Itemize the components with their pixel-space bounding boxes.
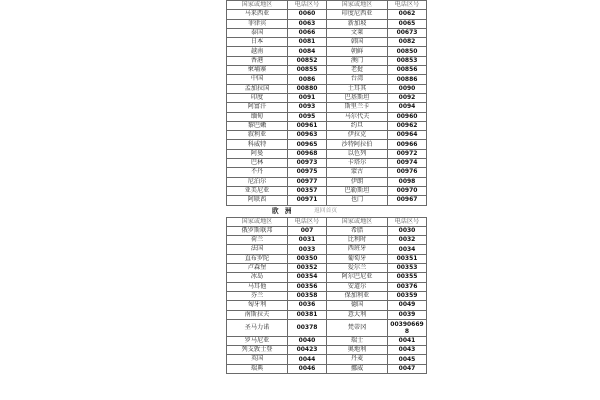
asia-table-row: [227, 168, 427, 177]
europe-table-row: [227, 336, 427, 345]
europe-cell-code-1: 0046: [288, 364, 327, 373]
asia-table-row: [227, 56, 427, 65]
asia-cell-code-1: 00855: [288, 66, 327, 75]
europe-cell-code-1: 0036: [288, 301, 327, 310]
asia-cell-code-1: 00961: [288, 121, 327, 130]
asia-cell-code-1: 00973: [288, 159, 327, 168]
europe-cell-code-1: 00378: [288, 319, 327, 336]
asia-table-row: [227, 177, 427, 186]
europe-cell-code-2: 0034: [388, 245, 427, 254]
europe-table-row: [227, 264, 427, 273]
asia-cell-code-1: 0081: [288, 38, 327, 47]
europe-cell-code-1: 0044: [288, 355, 327, 364]
asia-table-row: [227, 103, 427, 112]
asia-table-row: [227, 186, 427, 195]
asia-table-row: [227, 84, 427, 93]
asia-cell-code-1: 0063: [288, 19, 327, 28]
asia-cell-country-2: 蒙古: [327, 168, 388, 177]
asia-cell-code-2: 00962: [388, 121, 427, 130]
europe-header-code-2: 电话区号: [388, 217, 427, 226]
asia-table-row: [227, 75, 427, 84]
asia-cell-code-1: 00968: [288, 149, 327, 158]
europe-cell-country-1: 芬兰: [227, 291, 288, 300]
asia-cell-country-2: 朝鲜: [327, 47, 388, 56]
asia-cell-country-1: 泰国: [227, 28, 288, 37]
europe-cell-country-1: 荷兰: [227, 236, 288, 245]
europe-cell-code-2: 0045: [388, 355, 427, 364]
europe-cell-country-2: 阿尔巴尼亚: [327, 273, 388, 282]
europe-cell-country-1: 英国: [227, 355, 288, 364]
asia-cell-code-2: 00970: [388, 186, 427, 195]
asia-cell-country-2: 巴勒斯坦: [327, 186, 388, 195]
europe-table-row: [227, 236, 427, 245]
asia-table-row: [227, 93, 427, 102]
asia-cell-country-1: 亚美尼亚: [227, 186, 288, 195]
asia-cell-code-1: 00852: [288, 56, 327, 65]
asia-cell-country-1: 阿富汗: [227, 103, 288, 112]
asia-cell-code-2: 00964: [388, 131, 427, 140]
europe-table: [226, 217, 427, 374]
europe-cell-country-1: 匈牙利: [227, 301, 288, 310]
europe-cell-code-2: 0032: [388, 236, 427, 245]
asia-cell-country-2: 也门: [327, 196, 388, 205]
asia-cell-country-1: 中国: [227, 75, 288, 84]
europe-header-country-1: 国家或地区: [227, 217, 288, 226]
europe-cell-code-1: 00356: [288, 282, 327, 291]
asia-cell-country-2: 巴基斯坦: [327, 93, 388, 102]
europe-cell-code-1: 00350: [288, 254, 327, 263]
europe-table-row: [227, 245, 427, 254]
asia-cell-code-1: 0091: [288, 93, 327, 102]
asia-table-row: [227, 121, 427, 130]
asia-cell-country-1: 印度: [227, 93, 288, 102]
asia-cell-country-1: 阿曼: [227, 149, 288, 158]
europe-cell-code-1: 007: [288, 226, 327, 235]
asia-cell-country-1: 菲律宾: [227, 19, 288, 28]
europe-cell-country-2: 瑞士: [327, 336, 388, 345]
europe-cell-country-2: 比利时: [327, 236, 388, 245]
europe-cell-code-1: 0031: [288, 236, 327, 245]
europe-cell-code-2: 0047: [388, 364, 427, 373]
europe-table-body: [227, 217, 427, 373]
europe-cell-code-2: 0041: [388, 336, 427, 345]
asia-header-code-2: 电话区号: [388, 1, 427, 10]
asia-cell-country-1: 阿联酋: [227, 196, 288, 205]
asia-cell-country-1: 巴林: [227, 159, 288, 168]
asia-cell-code-2: 00972: [388, 149, 427, 158]
back-home-link[interactable]: 返回首页: [314, 207, 338, 214]
europe-cell-code-1: 00354: [288, 273, 327, 282]
europe-cell-code-2: 0049: [388, 301, 427, 310]
asia-cell-code-2: 00853: [388, 56, 427, 65]
asia-cell-code-1: 00977: [288, 177, 327, 186]
europe-table-row: [227, 273, 427, 282]
europe-cell-code-2: 0039: [388, 310, 427, 319]
asia-cell-code-1: 00963: [288, 131, 327, 140]
europe-header-code-1: 电话区号: [288, 217, 327, 226]
europe-cell-country-1: 卢森堡: [227, 264, 288, 273]
asia-table-row: [227, 149, 427, 158]
europe-table-row: [227, 291, 427, 300]
asia-table-row: [227, 196, 427, 205]
asia-cell-country-1: 尼泊尔: [227, 177, 288, 186]
asia-header-country-2: 国家或地区: [327, 1, 388, 10]
asia-cell-country-2: 印度尼西亚: [327, 10, 388, 19]
europe-cell-code-2: 00376: [388, 282, 427, 291]
asia-table-row: [227, 131, 427, 140]
asia-cell-code-2: 0062: [388, 10, 427, 19]
europe-cell-country-2: 德国: [327, 301, 388, 310]
europe-cell-country-2: 西班牙: [327, 245, 388, 254]
asia-cell-code-1: 0095: [288, 112, 327, 121]
asia-cell-country-1: 马来西亚: [227, 10, 288, 19]
europe-cell-code-1: 0040: [288, 336, 327, 345]
europe-cell-code-2: [388, 319, 427, 336]
asia-cell-country-2: 新加坡: [327, 19, 388, 28]
asia-table-row: [227, 38, 427, 47]
europe-cell-code-1: 00423: [288, 346, 327, 355]
asia-cell-country-1: 不丹: [227, 168, 288, 177]
europe-cell-country-1: 马耳他: [227, 282, 288, 291]
area-code-sheet: [226, 0, 424, 374]
europe-cell-country-2: 挪威: [327, 364, 388, 373]
europe-table-row: [227, 346, 427, 355]
asia-table-row: [227, 112, 427, 121]
europe-header-row: [227, 217, 427, 226]
asia-cell-code-2: 0092: [388, 93, 427, 102]
europe-cell-code-2: 00353: [388, 264, 427, 273]
asia-cell-code-2: 00856: [388, 66, 427, 75]
europe-table-row: [227, 364, 427, 373]
asia-cell-country-2: 以色列: [327, 149, 388, 158]
europe-cell-country-2: 安道尔: [327, 282, 388, 291]
europe-cell-code-1: 00352: [288, 264, 327, 273]
europe-header-country-2: 国家或地区: [327, 217, 388, 226]
asia-cell-country-2: 马尔代夫: [327, 112, 388, 121]
europe-cell-code-1: 00358: [288, 291, 327, 300]
asia-cell-code-2: 00886: [388, 75, 427, 84]
europe-table-row: [227, 319, 427, 336]
asia-cell-country-2: 澳门: [327, 56, 388, 65]
europe-table-row: [227, 301, 427, 310]
asia-cell-country-2: 伊拉克: [327, 131, 388, 140]
asia-table-row: [227, 19, 427, 28]
europe-cell-country-2: 奥地利: [327, 346, 388, 355]
asia-cell-country-1: 黎巴嫩: [227, 121, 288, 130]
europe-cell-country-1: 直布罗陀: [227, 254, 288, 263]
asia-cell-code-1: 0093: [288, 103, 327, 112]
asia-cell-code-1: 00880: [288, 84, 327, 93]
asia-cell-code-2: 0090: [388, 84, 427, 93]
asia-cell-country-1: 叙利亚: [227, 131, 288, 140]
asia-cell-code-2: 0094: [388, 103, 427, 112]
asia-cell-code-1: 0086: [288, 75, 327, 84]
europe-cell-code-2: 0030: [388, 226, 427, 235]
asia-table-row: [227, 47, 427, 56]
europe-table-row: [227, 226, 427, 235]
asia-cell-country-1: 孟加拉国: [227, 84, 288, 93]
europe-cell-code-2: 00355: [388, 273, 427, 282]
asia-cell-country-1: 香港: [227, 56, 288, 65]
asia-cell-code-1: 0084: [288, 47, 327, 56]
asia-header-code-1: 电话区号: [288, 1, 327, 10]
asia-header-country-1: 国家或地区: [227, 1, 288, 10]
asia-cell-code-2: 00673: [388, 28, 427, 37]
asia-cell-code-2: 00960: [388, 112, 427, 121]
asia-table-row: [227, 28, 427, 37]
asia-cell-code-1: 00975: [288, 168, 327, 177]
asia-cell-country-2: 台湾: [327, 75, 388, 84]
europe-cell-country-1: 南斯拉夫: [227, 310, 288, 319]
asia-cell-code-2: 0082: [388, 38, 427, 47]
asia-cell-code-1: 00971: [288, 196, 327, 205]
asia-table-row: [227, 66, 427, 75]
europe-cell-country-1: 列支敦士登: [227, 346, 288, 355]
asia-cell-country-1: 日本: [227, 38, 288, 47]
europe-cell-country-1: 法国: [227, 245, 288, 254]
asia-cell-country-2: 老挝: [327, 66, 388, 75]
asia-table-row: [227, 140, 427, 149]
europe-table-row: [227, 355, 427, 364]
europe-cell-country-1: 冰岛: [227, 273, 288, 282]
asia-cell-code-2: 00976: [388, 168, 427, 177]
asia-table-row: [227, 159, 427, 168]
europe-cell-country-2: 意大利: [327, 310, 388, 319]
europe-table-row: [227, 310, 427, 319]
europe-cell-country-1: 俄罗斯联邦: [227, 226, 288, 235]
asia-cell-country-1: 越南: [227, 47, 288, 56]
asia-cell-code-2: 00966: [388, 140, 427, 149]
europe-cell-country-2: 保加利亚: [327, 291, 388, 300]
europe-cell-code-2: 00359: [388, 291, 427, 300]
asia-cell-country-2: 约旦: [327, 121, 388, 130]
europe-cell-code-2: 00351: [388, 254, 427, 263]
asia-cell-code-2: 0098: [388, 177, 427, 186]
asia-table: [226, 0, 427, 206]
europe-cell-country-2: 葡萄牙: [327, 254, 388, 263]
asia-cell-code-1: 0066: [288, 28, 327, 37]
asia-cell-country-1: 科威特: [227, 140, 288, 149]
asia-cell-country-2: 土耳其: [327, 84, 388, 93]
europe-cell-country-2: 希腊: [327, 226, 388, 235]
asia-cell-code-1: 0060: [288, 10, 327, 19]
asia-table-body: [227, 1, 427, 206]
europe-table-row: [227, 282, 427, 291]
asia-cell-code-2: 00967: [388, 196, 427, 205]
europe-table-row: [227, 254, 427, 263]
europe-cell-country-2: 梵蒂冈: [327, 319, 388, 336]
asia-cell-country-2: 卡塔尔: [327, 159, 388, 168]
europe-cell-country-1: 瑞典: [227, 364, 288, 373]
europe-cell-country-2: 丹麦: [327, 355, 388, 364]
asia-cell-country-2: 韩国: [327, 38, 388, 47]
asia-cell-country-2: 斯里兰卡: [327, 103, 388, 112]
asia-cell-code-2: 0065: [388, 19, 427, 28]
europe-cell-code-1: 00381: [288, 310, 327, 319]
europe-cell-code-2: 0043: [388, 346, 427, 355]
asia-cell-code-1: 00965: [288, 140, 327, 149]
europe-cell-country-2: 爱尔兰: [327, 264, 388, 273]
asia-cell-country-2: 伊朗: [327, 177, 388, 186]
asia-cell-code-2: 00850: [388, 47, 427, 56]
asia-cell-country-1: 柬埔寨: [227, 66, 288, 75]
europe-cell-country-1: 罗马尼亚: [227, 336, 288, 345]
asia-cell-code-1: 00357: [288, 186, 327, 195]
asia-cell-country-2: 沙特阿拉伯: [327, 140, 388, 149]
asia-cell-country-1: 缅甸: [227, 112, 288, 121]
europe-section-bar: [226, 206, 406, 217]
europe-cell-code-1: 0033: [288, 245, 327, 254]
asia-header-row: [227, 1, 427, 10]
asia-cell-country-2: 文莱: [327, 28, 388, 37]
europe-cell-country-1: 圣马力诺: [227, 319, 288, 336]
asia-cell-code-2: 00974: [388, 159, 427, 168]
asia-table-row: [227, 10, 427, 19]
europe-cell-wrapped-text: 003906698: [390, 320, 424, 335]
europe-section-title: 欧 洲: [272, 206, 294, 215]
